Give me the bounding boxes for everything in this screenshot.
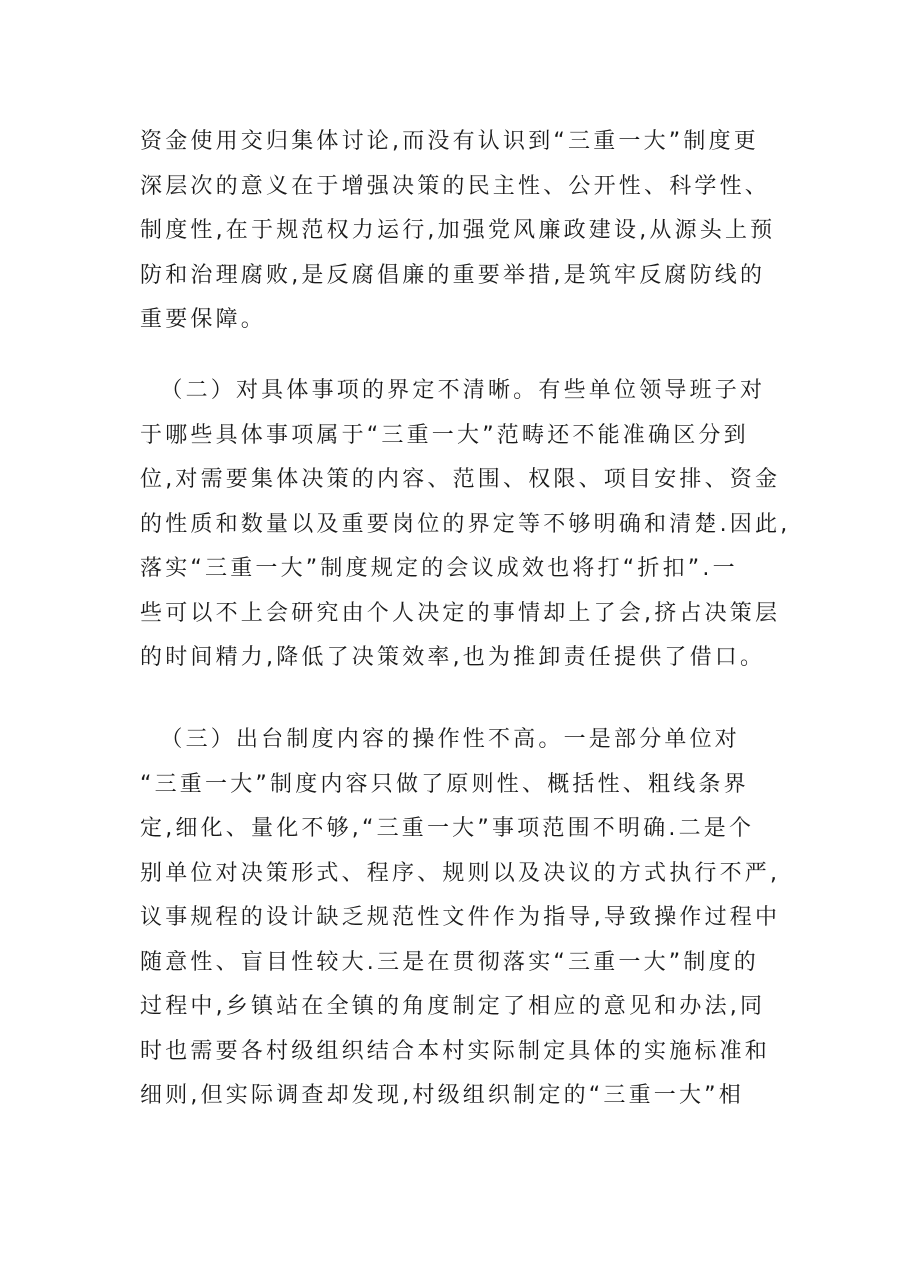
paragraph bbox=[140, 718, 780, 1119]
text-line: 位,对需要集体决策的内容、范围、权限、项目安排、资金 bbox=[140, 467, 781, 492]
text-line: 定,细化、量化不够,“三重一大”事项范围不明确.二是个 bbox=[140, 816, 755, 841]
text-line: 些可以不上会研究由个人决定的事情却上了会,挤占决策层 bbox=[140, 600, 781, 626]
text-line: 细则,但实际调查却发现,村级组织制定的“三重一大”相 bbox=[140, 1083, 744, 1108]
text-line: 重要保障。 bbox=[140, 307, 267, 332]
text-line: 落实“三重一大”制度规定的会议成效也将打“折扣”.一 bbox=[140, 556, 738, 581]
text-line: 过程中,乡镇站在全镇的角度制定了相应的意见和办法,同 bbox=[140, 994, 766, 1019]
text-line: 别单位对决策形式、程序、规则以及决议的方式执行不严, bbox=[140, 860, 781, 886]
text-line: 的时间精力,降低了决策效率,也为推卸责任提供了借口。 bbox=[140, 645, 766, 670]
text-line: 的性质和数量以及重要岗位的界定等不够明确和清楚.因此, bbox=[140, 511, 791, 537]
text-line: 防和治理腐败,是反腐倡廉的重要举措,是筑牢反腐防线的 bbox=[140, 262, 766, 288]
text-line: 随意性、盲目性较大.三是在贯彻落实“三重一大”制度的 bbox=[140, 949, 759, 975]
text-line: 深层次的意义在于增强决策的民主性、公开性、科学性、 bbox=[140, 173, 771, 199]
text-line: （三）出台制度内容的操作性不高。一是部分单位对 bbox=[140, 727, 740, 752]
text-line: 议事规程的设计缺乏规范性文件作为指导,导致操作过程中 bbox=[140, 905, 781, 930]
text-line: （二）对具体事项的界定不清晰。有些单位领导班子对 bbox=[140, 378, 766, 403]
text-line: 资金使用交归集体讨论,而没有认识到“三重一大”制度更 bbox=[140, 129, 759, 154]
paragraph bbox=[140, 369, 791, 681]
text-line: “三重一大”制度内容只做了原则性、概括性、粗线条界 bbox=[140, 771, 749, 797]
paragraph bbox=[140, 120, 780, 343]
text-line: 于哪些具体事项属于“三重一大”范畴还不能准确区分到 bbox=[140, 422, 749, 448]
text-line: 制度性,在于规范权力运行,加强党风廉政建设,从源头上预 bbox=[140, 218, 776, 243]
text-line: 时也需要各村级组织结合本村实际制定具体的实施标准和 bbox=[140, 1038, 771, 1064]
